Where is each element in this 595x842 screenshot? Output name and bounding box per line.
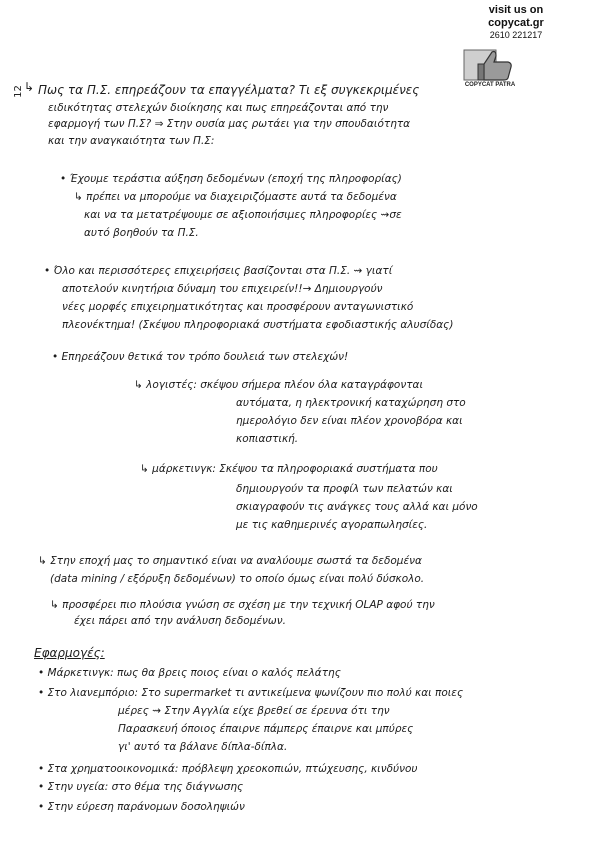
note-line-2: ειδικότητας στελεχών διοίκησης και πως επηρεάζονται από την: [48, 102, 389, 114]
note-line-29: μέρες ⇝ Στην Αγγλία είχε βρεθεί σε έρευνα ότι την: [118, 705, 390, 717]
note-line-34: • Στην εύρεση παράνομων δοσοληψιών: [38, 801, 245, 813]
note-line-20: σκιαγραφούν τις ανάγκες τους αλλά και μόνο: [236, 501, 478, 513]
note-line-7: και να τα μετατρέψουμε σε αξιοποιήσιμες πληροφορίες ⇝σε: [84, 209, 402, 221]
note-line-11: νέες μορφές επιχειρηματικότητας και προσφέρουν ανταγωνιστικό: [62, 301, 414, 313]
note-line-16: ημερολόγιο δεν είναι πλέον χρονοβόρα και: [236, 415, 463, 427]
ad-phone: 2610 221217: [489, 30, 543, 40]
note-line-28: • Στο λιανεμπόριο: Στο supermarket τι αντικείμενα ψωνίζουν πιο πολύ και ποιες: [38, 687, 464, 699]
note-line-24: ↳ προσφέρει πιο πλούσια γνώση σε σχέση με την τεχνική OLAP αφού την: [50, 599, 435, 611]
note-line-13: • Επηρεάζουν θετικά τον τρόπο δουλειά των στελεχών!: [52, 351, 349, 363]
note-line-9: • Όλο και περισσότερες επιχειρήσεις βασίζονται στα Π.Σ. ⇝ γιατί: [44, 265, 393, 277]
note-line-14: ↳ λογιστές: σκέψου σήμερα πλέον όλα καταγράφονται: [134, 379, 424, 391]
note-line-5: • Έχουμε τεράστια αύξηση δεδομένων (εποχή της πληροφορίας): [60, 173, 402, 185]
note-line-12: πλεονέκτημα! (Σκέψου πληροφοριακά συστήματα εφοδιαστικής αλυσίδας): [62, 319, 454, 331]
applications-heading: Εφαρμογές:: [34, 646, 105, 660]
note-line-22: ↳ Στην εποχή μας το σημαντικό είναι να αναλύουμε σωστά τα δεδομένα: [38, 555, 422, 567]
thumbs-up-icon: [462, 46, 516, 86]
note-line-19: δημιουργούν τα προφίλ των πελατών και: [236, 483, 453, 495]
note-line-30: Παρασκευή όποιος έπαιρνε πάμπερς έπαιρνε και μπύρες: [118, 723, 414, 735]
arrow-mark: ↳: [24, 80, 35, 94]
note-line-10: αποτελούν κινητήρια δύναμη του επιχειρείν!!→ Δημιουργούν: [62, 283, 383, 295]
note-line-4: και την αναγκαιότητα των Π.Σ:: [48, 135, 215, 147]
ad-line-1: visit us on: [488, 4, 544, 16]
margin-mark: 12: [12, 85, 24, 98]
note-line-21: με τις καθημερινές αγοραπωλησίες.: [236, 519, 428, 531]
note-line-17: κοπιαστική.: [236, 433, 299, 445]
note-line-18: ↳ μάρκετινγκ: Σκέψου τα πληροφοριακά συστήματα που: [140, 463, 438, 475]
note-line-32: • Στα χρηματοοικονομικά: πρόβλεψη χρεοκοπιών, πτώχευσης, κινδύνου: [38, 763, 418, 775]
note-line-6: ↳ πρέπει να μπορούμε να διαχειριζόμαστε αυτά τα δεδομένα: [74, 191, 397, 203]
logo-text: COPYCAT PATRA: [464, 82, 516, 88]
copycat-ad: [446, 4, 586, 41]
note-line-15: αυτόματα, η ηλεκτρονική καταχώρηση στο: [236, 397, 466, 409]
note-line-1: Πως τα Π.Σ. επηρεάζουν τα επαγγέλματα? Τι εξ συγκεκριμένες: [38, 83, 420, 97]
note-line-25: έχει πάρει από την ανάλυση δεδομένων.: [74, 615, 286, 627]
note-line-3: εφαρμογή των Π.Σ? ⇒ Στην ουσία μας ρωτάει για την σπουδαιότητα: [48, 118, 411, 130]
note-line-33: • Στην υγεία: στο θέμα της διάγνωσης: [38, 781, 244, 793]
ad-line-2: copycat.gr: [488, 17, 544, 29]
note-line-8: αυτό βοηθούν τα Π.Σ.: [84, 227, 199, 239]
note-line-23: (data mining / εξόρυξη δεδομένων) το οποίο όμως είναι πολύ δύσκολο.: [50, 573, 425, 585]
note-line-31: γι' αυτό τα βάλανε δίπλα-δίπλα.: [118, 741, 288, 753]
note-line-27: • Μάρκετινγκ: πως θα βρεις ποιος είναι ο καλός πελάτης: [38, 667, 341, 679]
